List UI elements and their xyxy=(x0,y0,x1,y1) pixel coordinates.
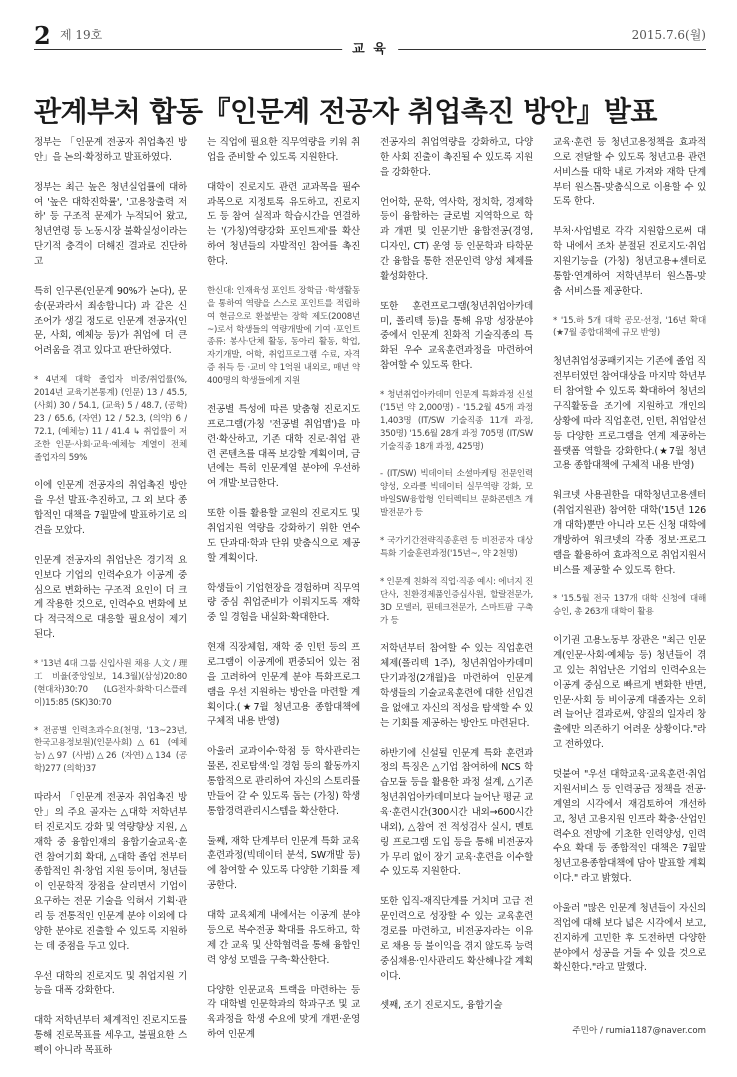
section-label: 교 육 xyxy=(352,42,388,57)
article-paragraph: 또한 이를 활용할 교원의 진로지도 및 취업지원 역량을 강화하기 위한 연수도 단과대·학과 단위 맞춤식으로 제공할 계획이다. xyxy=(207,508,360,564)
article-paragraph: 저학년부터 참여할 수 있는 직업훈련 체제(폴리텍 1주), 청년취업아카데미 단기과정(2개월)을 마련하여 인문계 학생들의 기술교육훈련에 대한 선입견을 없애고 자신의 적성을 탐색할 수 있는 기회를 제공하는 방안도 마련된다. xyxy=(380,643,533,729)
article-paragraph: 또한 훈련프로그램(청년취업아카데미, 폴리텍 등)을 통해 유망 성장분야 중에서 인문계 친화적 기술직종의 특화된 우수 교육훈련과정을 마련하여 참여할 수 있도록 한다. xyxy=(380,300,533,372)
article-paragraph: 또한 입직-재직단계를 거치며 고급 전문인력으로 성장할 수 있는 교육훈련 경로를 마련하고, 비전공자라는 이유로 채용 등 불이익을 겪지 않도록 능력중심채용·인사관리도 확산해나갈 계획이다. xyxy=(380,896,533,982)
article-note: * 전공별 인력초과수요(천명, '13~23년, 한국고용정보원)(인문사회)△61 (예체능)△97 (사범)△26 (자연)△134 (공학)277 (의학)37 xyxy=(34,725,187,775)
article-paragraph: 하반기에 신설될 인문계 특화 훈련과정의 특징은 △기업 참여하에 NCS 학습모듈 등을 활용한 과정 설계, △기존 청년취업아카데미보다 늘어난 평균 교육·훈련시간(300시간 내외→600시간 내외), △참여 전 적성검사 실시, 멘토링 프로그램 도입 등을 통해 비전공자가 무리 없이 장기 교육·훈련을 이수할 수 있도록 지원한다. xyxy=(380,747,533,878)
article-paragraph: 언어학, 문학, 역사학, 정치학, 경제학 등이 융합하는 글로벌 지역학으로 학과 개편 및 인문기반 융합전공(경영, 디자인, CT) 운영 등 인문학과 타학문 간 융합을 통한 전문인력 양성 체제를 활성화한다. xyxy=(380,196,533,282)
article-note: * 4년제 대학 졸업자 비중/취업률(%, 2014년 교육기본통계) (인문) 13 / 45.5, (사회) 30 / 54.1, (교육) 5 / 48.7, (공학) 23 / 65.6, (자연) 12 / 52.3, (의약) 6 / 72.1, (예체능) 11 / 41.4 ↳ 취업률이 저조한 인문·사회·교육·예체능 계열이 전체 졸업자의 59% xyxy=(34,375,187,463)
article-paragraph: 정부는 「인문계 전공자 취업촉진 방안」을 논의·확정하고 발표하였다. xyxy=(34,137,187,163)
article-paragraph: 인문계 전공자의 취업난은 경기적 요인보다 기업의 인력수요가 이공계 중심으로 변화하는 구조적 요인이 더 크게 작용한 것으로, 인력수요 변화에 보다 적극적으로 대응할 필요성이 제기된다. xyxy=(34,554,187,641)
article-paragraph: 이에 인문계 전공자의 취업촉진 방안을 우선 발표·추진하고, 그 외 보다 종합적인 대책을 7월말에 발표하기로 의견을 모았다. xyxy=(34,480,187,536)
article-note: * 인문계 친화적 직업·직종 예시: 에너지 진단사, 친환경제품인증심사원, 할랄전문가, 3D 모델러, 핀테크전문가, 스마트팜 구축가 등 xyxy=(380,576,533,626)
article-note: 한신대: 인재육성 포인트 장학금 ·학생활동을 통하여 역량을 스스로 포인트를 적립하여 현금으로 환불받는 장학 제도(2008년~)로서 학생들의 역량개발에 기여 ·포인트 종류: 봉사·단체 활동, 동아리 활동, 학업, 자기개발, 어학, 취업프로그램 수료, 자격증 취득 등 ·교비 약 1억원 내외로, 매년 약 400명의 학생들에게 지원 xyxy=(207,285,360,387)
article-paragraph: 현재 직장체험, 재학 중 인턴 등의 프로그램이 이공계에 편중되어 있는 점을 고려하여 인문계 분야 특화프로그램을 우선 지원하는 방안을 마련할 계획이다.(★7월 청년고용 종합대책에 구체적 내용 반영) xyxy=(207,642,360,728)
byline: 주민아 / rumia1187@naver.com xyxy=(572,1026,706,1036)
article-note: * '13년 4대 그룹 신입사원 채용 人文 / 理工 비율(중앙일보, 14.3월)(삼성)20:80 (현대차)30:70 (LG전자·화학·디스플레이)15:85 (SK)30:70 xyxy=(34,659,187,708)
article-paragraph: 우선 대학의 진로지도 및 취업지원 기능을 대폭 강화한다. xyxy=(34,970,187,997)
article-paragraph: 둘째, 재학 단계부터 인문계 특화 교육훈련과정(빅데이터 분석, SW개발 등)에 참여할 수 있도록 다양한 기회를 제공한다. xyxy=(207,835,360,892)
article-paragraph: 전공자의 취업역량을 강화하고, 다양한 사회 진출이 촉진될 수 있도록 지원을 강화한다. xyxy=(380,137,533,178)
article-paragraph: 정부는 최근 높은 청년실업률에 대하여 '높은 대학진학률', '고용창출력 저하' 등 구조적 문제가 누적되어 왔고, 청년연령 등 노동시장 불확실성이라는 단기적 충격이 더해진 결과로 진단하고 xyxy=(34,181,187,268)
publication-date: 2015.7.6(월) xyxy=(631,28,706,42)
article-paragraph: 학생들이 기업현장을 경험하며 직무역량 중심 취업준비가 이뤄지도록 재학 중 일 경험을 내실화·확대한다. xyxy=(207,582,360,624)
article-paragraph: 전공별 특성에 따른 맞춤형 진로지도 프로그램(가칭 '전공별 취업맵')을 마련·확산하고, 기존 대학 진로·취업 관련 콘텐츠를 대폭 보강할 계획이며, 금년에는 특히 인문계열 분야에 우선하여 개발·보급한다. xyxy=(207,404,360,490)
article-paragraph: 아울러 교과이수·학점 등 학사관리는 물론, 진로탐색·일 경험 등의 활동까지 통합적으로 관리하여 자신의 스토리를 만들어 갈 수 있도록 돕는 (가칭) 학생통합경력관리시스템을 확산한다. xyxy=(207,746,360,817)
article-paragraph: 따라서 「인문계 전공자 취업촉진 방안」의 주요 골자는 △대학 저학년부터 진로지도 강화 및 역량향상 지원, △재학 중 융합인재의 융합기술교육·훈련 참여기회 확대, △대학 졸업 전부터 종합적인 취·창업 지원 등이며, 청년들이 인문학적 장점을 살리면서 기업이 요구하는 전문 기술을 익혀서 기획·관리 등 전통적인 인문계 분야 이외에 다양한 분야로 진출할 수 있도록 지원하는 데 중점을 두고 있다. xyxy=(34,792,187,952)
article-paragraph: 대학 저학년부터 체계적인 진로지도를 통해 진로목표를 세우고, 불필요한 스펙이 아니라 목표하 xyxy=(34,1015,187,1056)
article-note: * '15.하 5개 대학 공모·선정, '16년 확대(★7월 종합대책에 규모 반영) xyxy=(553,315,706,339)
article-body xyxy=(34,136,706,1056)
article-paragraph: 교육·훈련 등 청년고용정책을 효과적으로 전달할 수 있도록 청년고용 관련 서비스를 대학 내로 가져와 재학 단계부터 원스톱-맞춤식으로 이용할 수 있도록 한다. xyxy=(553,137,706,208)
article-paragraph: 덧붙여 "우선 대학교육·교육훈련·취업지원서비스 등 인력공급 정책을 전공·계열의 시각에서 재검토하여 개선하고, 청년 고용지원 인프라 확충·산업인력수요 전망에 기초한 인력양성, 인력수요 확대 등 종합적인 대책은 7월말 청년고용종합대책에 담아 발표할 계획이다." 라고 밝혔다. xyxy=(553,769,706,885)
page-header xyxy=(34,22,706,74)
issue-number: 제 19호 xyxy=(60,28,103,42)
article-paragraph: 워크넷 사용권한을 대학청년고용센터(취업지원관) 참여한 대학('15년 126개 대학)뿐만 아니라 모든 신청 대학에 개방하여 워크넷의 각종 정보·프로그램을 활용하여 효과적으로 취업지원서비스를 제공할 수 있도록 한다. xyxy=(553,490,706,576)
article-note: - (IT/SW) 빅데이터 소셜마케팅 전문인력 양성, 오라클 빅데이터 실무역량 강화, 모바일SW융합형 인터렉티브 문화콘텐츠 개발전문가 등 xyxy=(380,469,533,519)
article-headline: 관계부처 합동『인문계 전공자 취업촉진 방안』발표 xyxy=(34,95,657,128)
article-paragraph: 는 직업에 필요한 직무역량을 키워 취업을 준비할 수 있도록 지원한다. xyxy=(207,137,360,163)
article-paragraph: 이기권 고용노동부 장관은 "최근 인문계(인문·사회·예체능 등) 청년들이 겪고 있는 취업난은 기업의 인력수요는 이공계 중심으로 빠르게 변화한 반면, 인문·사회 등 비이공계 대졸자는 오히려 늘어난 결과로써, 양질의 일자리 창출에만 의존하기 어려운 상황이다."라고 전하였다. xyxy=(553,635,706,751)
article-paragraph: 청년취업성공패키지는 기존에 졸업 직전부터였던 참여대상을 마지막 학년부터 참여할 수 있도록 확대하여 청년의 구직활동을 조기에 지원하고 개인의 상황에 따라 직업훈련, 인턴, 취업알선 등 다양한 프로그램을 연계 제공하는 플랫폼 역할을 강화한다.(★7월 청년고용 종합대책에 구체적 내용 반영) xyxy=(553,356,706,472)
article-paragraph: 대학 교육체계 내에서는 이공계 분야 등으로 복수전공 확대를 유도하고, 학제 간 교육 및 산학협력을 통해 융합인력 양성 모델을 구축·확산한다. xyxy=(207,910,360,966)
article-paragraph: 아울러 "많은 인문계 청년들이 자신의 적업에 대해 보다 넓은 시각에서 보고, 진지하게 고민한 후 도전하면 다양한 분야에서 성공을 거둘 수 있을 것으로 확신한다."라고 말했다. xyxy=(553,902,706,974)
article-column-1 xyxy=(34,136,187,1056)
article-note: * 국가기간전략직종훈련 등 비전공자 대상 특화 기술훈련과정('15년~, 약 2천명) xyxy=(380,536,533,559)
article-column-2 xyxy=(207,136,360,1056)
section-label-wrap xyxy=(342,38,398,57)
article-note: * '15.5월 전국 137개 대학 신청에 대해 승인, 총 263개 대학이 활용 xyxy=(553,594,706,618)
article-column-3 xyxy=(380,136,533,1056)
article-paragraph: 특히 인구론(인문계 90%가 논다), 문송(문과라서 죄송합니다) 과 같은 신조어가 생길 정도로 인문계 전공자(인문, 사회, 예체능 등)가 취업에 더 큰 어려움을 겪고 있다고 판단하였다. xyxy=(34,285,187,357)
article-paragraph: 다양한 인문교육 트랙을 마련하는 등 각 대학별 인문학과의 학과구조 및 교육과정을 학생 수요에 맞게 개편·운영하여 인문계 xyxy=(207,984,360,1041)
article-note: * 청년취업아카데미 인문계 특화과정 신설('15년 약 2,000명) - '15.2월 45개 과정 1,403명 (IT/SW 기술직종 11개 과정, 350명) '15.6월 28개 과정 705명 (IT/SW 기술직종 18개 과정, 425명) xyxy=(380,390,533,452)
article-paragraph: 셋째, 조기 진로지도, 융합기술 xyxy=(380,1000,503,1012)
article-paragraph: 대학이 진로지도 관련 교과목을 필수과목으로 지정토록 유도하고, 진로지도 등 참여 실적과 학습시간을 연결하는 '(가칭)역량강화 포인트제'를 확산하여 청년들의 자발적인 참여를 촉진한다. xyxy=(207,181,360,268)
article-paragraph: 부처·사업별로 각각 지원함으로써 대학 내에서 조차 분절된 진로지도·취업지원기능을 (가칭) 청년고용+센터로 통합·연계하여 저학년부터 원스톱-맞춤 서비스를 제공한다. xyxy=(553,226,706,297)
article-column-4 xyxy=(553,136,706,1056)
page-number: 2 xyxy=(34,21,51,50)
